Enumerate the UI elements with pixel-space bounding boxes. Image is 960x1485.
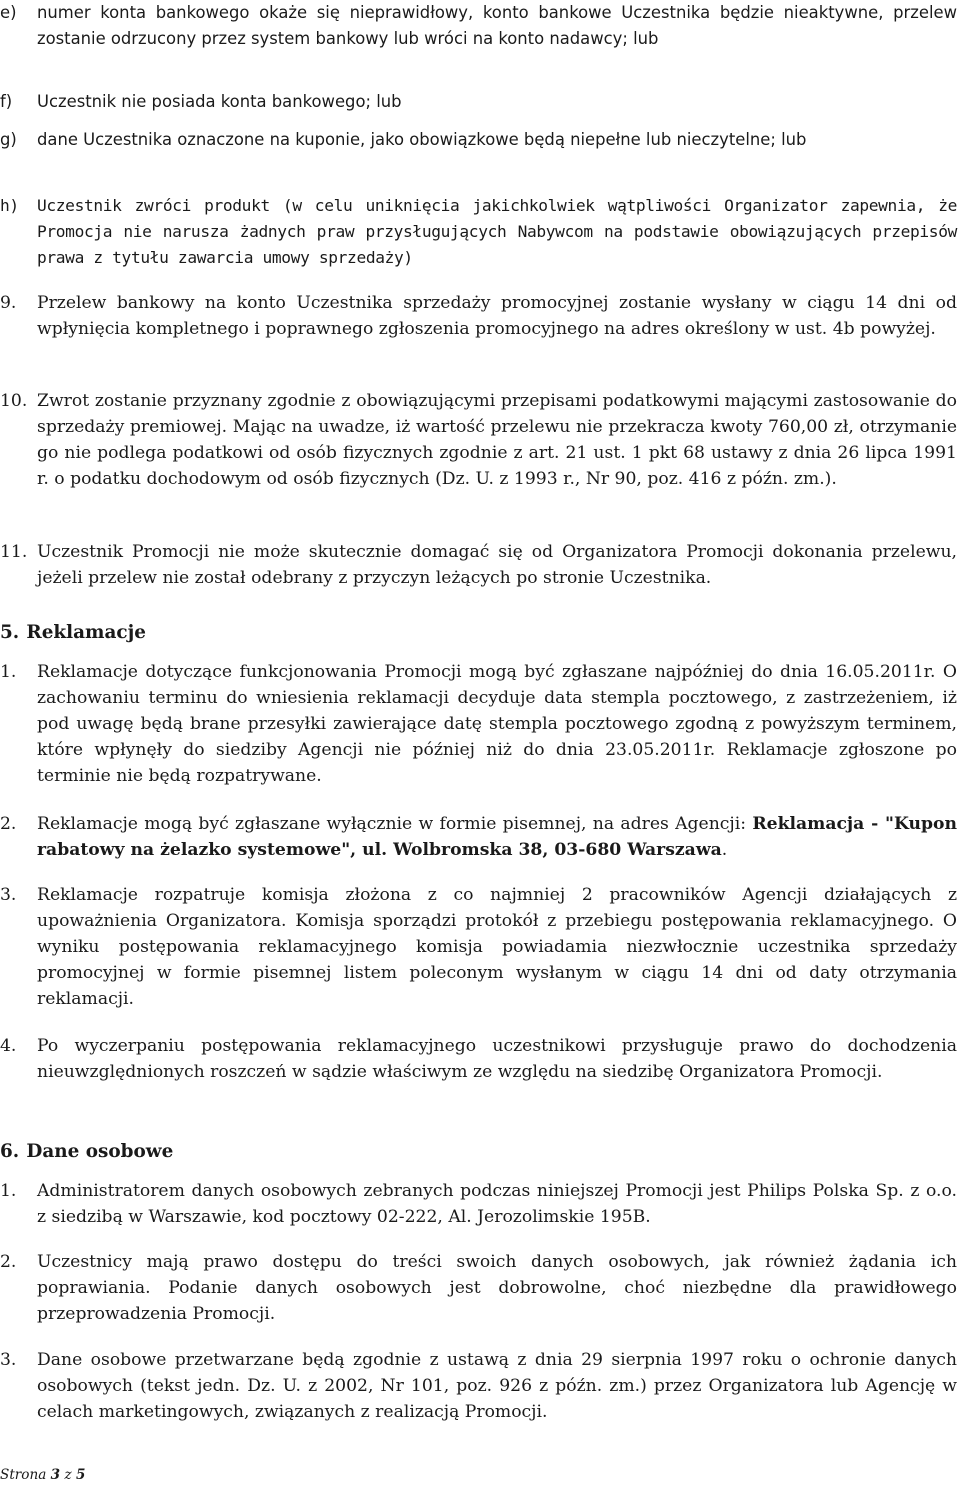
list-item-5-2	[0, 811, 957, 863]
list-label: h)	[0, 196, 19, 215]
list-item-6-1	[0, 1178, 957, 1230]
list-text: Uczestnik nie posiada konta bankowego; lub	[37, 92, 402, 111]
list-label: 1.	[0, 1181, 17, 1201]
list-label: 9.	[0, 293, 17, 313]
current-page: 3	[50, 1467, 61, 1483]
address-intro: Reklamacje mogą być zgłaszane wyłącznie w formie pisemnej, na adres Agencji:	[37, 814, 747, 834]
address-end: .	[721, 840, 728, 860]
list-text: Reklamacje rozpatruje komisja złożona z co najmniej 2 pracowników Agencji działających z upoważnienia Organizatora. Komisja sporządzi protokół z przebiegu postępowania reklamacyjnego. O wyniku postępowania reklamacyjnego komisja powiadamia niezwłocznie uczestnika sprzedaży promocyjnej w formie pisemnej listem poleconym wysłanym w ciągu 14 dni od daty otrzymania reklamacji.	[37, 885, 957, 1009]
section-title: Dane osobowe	[26, 1141, 174, 1162]
list-item-f	[0, 89, 957, 115]
list-label: 2.	[0, 1252, 17, 1272]
section-number: 5.	[0, 622, 20, 643]
page-sep: z	[64, 1467, 72, 1483]
list-text	[37, 811, 957, 863]
section-number: 6.	[0, 1141, 20, 1162]
list-label: g)	[0, 130, 17, 149]
section-heading-dane-osobowe	[0, 1139, 173, 1165]
list-label: f)	[0, 92, 13, 111]
list-item-11	[0, 539, 957, 591]
list-text: Dane osobowe przetwarzane będą zgodnie z ustawą z dnia 29 sierpnia 1997 roku o ochronie danych osobowych (tekst jedn. Dz. U. z 2002, Nr 101, poz. 926 z późn. zm.) przez Organizatora lub Agencję w celach marketingowych, związanych z realizacją Promocji.	[37, 1350, 957, 1422]
list-text: Zwrot zostanie przyznany zgodnie z obowiązującymi przepisami podatkowymi mającymi zastosowanie do sprzedaży premiowej. Mając na uwadze, iż wartość przelewu nie przekracza kwoty 760,00 zł, otrzymanie go nie podlega podatkowi od osób fizycznych zgodnie z art. 21 ust. 1 pkt 68 ustawy z dnia 26 lipca 1991 r. o podatku dochodowym od osób fizycznych (Dz. U. z 1993 r., Nr 90, poz. 416 z późn. zm.).	[37, 391, 957, 489]
list-label: e)	[0, 3, 17, 22]
page-footer	[0, 1466, 85, 1484]
section-heading-reklamacje	[0, 620, 146, 646]
list-item-g	[0, 127, 957, 153]
section-title: Reklamacje	[26, 622, 146, 643]
total-pages: 5	[75, 1467, 86, 1483]
list-text: Reklamacje dotyczące funkcjonowania Promocji mogą być zgłaszane najpóźniej do dnia 16.05.2011r. O zachowaniu terminu do wniesienia reklamacji decyduje data stempla pocztowego, z zastrzeżeniem, iż pod uwagę będą brane przesyłki zawierające datę stempla pocztowego zgodną z powyższym terminem, które wpłynęły do siedziby Agencji nie później niż do dnia 23.05.2011r. Reklamacje zgłoszone po terminie nie będą rozpatrywane.	[37, 662, 957, 786]
complaint-address: Reklamacja - "Kupon rabatowy na żelazko systemowe", ul. Wolbromska 38, 03-680 Warszawa	[37, 814, 958, 860]
list-label: 1.	[0, 662, 17, 682]
list-item-6-3	[0, 1347, 957, 1425]
list-label: 4.	[0, 1036, 17, 1056]
page-word: Strona	[0, 1467, 47, 1483]
list-text: Uczestnik Promocji nie może skutecznie domagać się od Organizatora Promocji dokonania przelewu, jeżeli przelew nie został odebrany z przyczyn leżących po stronie Uczestnika.	[37, 542, 957, 588]
list-item-e	[0, 0, 957, 52]
list-text: dane Uczestnika oznaczone na kuponie, jako obowiązkowe będą niepełne lub nieczytelne; lub	[37, 130, 807, 149]
list-text: Po wyczerpaniu postępowania reklamacyjnego uczestnikowi przysługuje prawo do dochodzenia nieuwzględnionych roszczeń w sądzie właściwym ze względu na siedzibę Organizatora Promocji.	[37, 1036, 957, 1082]
list-item-5-4	[0, 1033, 957, 1085]
list-label: 10.	[0, 391, 28, 411]
list-item-10	[0, 388, 957, 492]
list-item-6-2	[0, 1249, 957, 1327]
list-text: Przelew bankowy na konto Uczestnika sprzedaży promocyjnej zostanie wysłany w ciągu 14 dni od wpłynięcia kompletnego i poprawnego zgłoszenia promocyjnego na adres określony w ust. 4b powyżej.	[37, 293, 957, 339]
list-item-h	[0, 193, 957, 271]
list-item-5-1	[0, 659, 957, 789]
list-label: 11.	[0, 542, 28, 562]
list-item-5-3	[0, 882, 957, 1012]
list-label: 3.	[0, 885, 17, 905]
list-item-9	[0, 290, 957, 342]
list-text: Uczestnicy mają prawo dostępu do treści swoich danych osobowych, jak również żądania ich poprawiania. Podanie danych osobowych jest dobrowolne, choć niezbędne dla prawidłowego przeprowadzenia Promocji.	[37, 1252, 957, 1324]
list-label: 3.	[0, 1350, 17, 1370]
list-text: numer konta bankowego okaże się nieprawidłowy, konto bankowe Uczestnika będzie nieaktywne, przelew zostanie odrzucony przez system bankowy lub wróci na konto nadawcy; lub	[37, 3, 957, 48]
list-text: Administratorem danych osobowych zebranych podczas niniejszej Promocji jest Philips Polska Sp. z o.o. z siedzibą w Warszawie, kod pocztowy 02-222, Al. Jerozolimskie 195B.	[37, 1181, 957, 1227]
list-text: Uczestnik zwróci produkt (w celu uniknięcia jakichkolwiek wątpliwości Organizator zapewnia, że Promocja nie narusza żadnych praw przysługujących Nabywcom na podstawie obowiązujących przepisów prawa z tytułu zawarcia umowy sprzedaży)	[37, 196, 957, 267]
list-label: 2.	[0, 814, 17, 834]
